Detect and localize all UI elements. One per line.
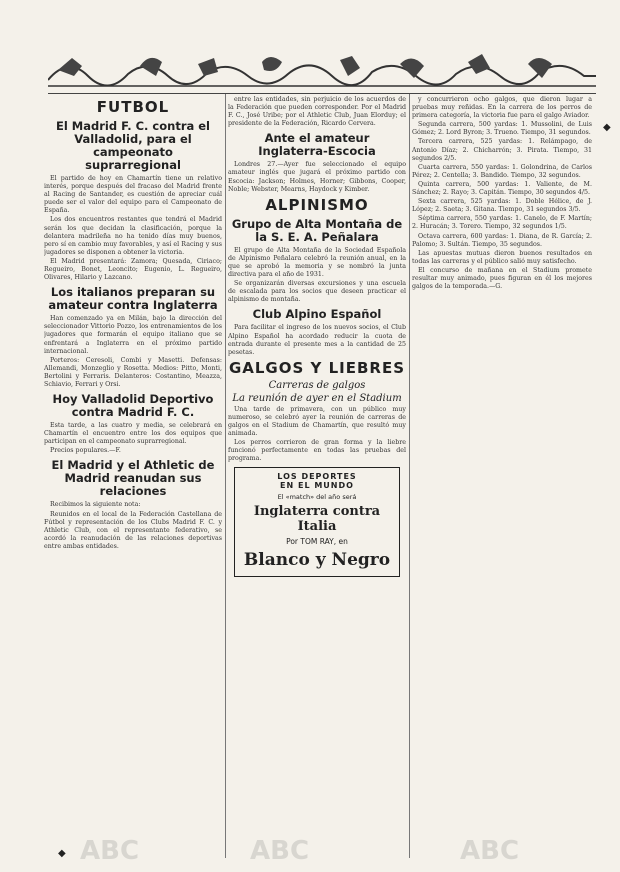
ad-line: El «match» del año será [277, 493, 357, 502]
ad-headline: Inglaterra contra Italia [253, 504, 381, 535]
article-title: Club Alpino Español [252, 307, 382, 322]
article-paragraph: Sexta carrera, 525 yardas: 1. Doble Hélice, de J. López; 2. Saeta; 3. Gitana. Tiempo, 31 segundos 3/5. [412, 198, 592, 214]
article-paragraph: Segunda carrera, 500 yardas: 1. Mussolini, de Luis Gómez; 2. Lord Byron; 3. Trueno. Tiempo, 31 segundos. [412, 121, 592, 137]
article-paragraph: El Madrid presentará: Zamora; Quesada, Ciriaco; Regueiro, Bonet, Leoncito; Eugenio, L. Regueiro, Olivares, Hilario y Lazcano. [44, 257, 222, 282]
article-title: El Madrid y el Athletic de Madrid reanudan sus relaciones [51, 458, 215, 499]
article-paragraph: Los perros corrieron de gran forma y la liebre funcionó perfectamente en todas las pruebas del programa. [228, 439, 406, 463]
article-title: El Madrid F. C. contra el Valladolid, para el campeonato suprarregional [55, 119, 210, 172]
article-paragraph: Se organizarán diversas excursiones y una escuela de escalada para los socios que deseen practicar el alpinismo de montaña. [228, 280, 406, 304]
watermark: ABC [460, 836, 520, 866]
column-2 [228, 96, 406, 862]
article-paragraph: Las apuestas mutuas dieron buenos resultados en todas las carreras y el público salió muy satisfecho. [412, 249, 592, 265]
article-paragraph: Para facilitar el ingreso de los nuevos socios, el Club Alpino Español ha acordado reducir la cuota de entrada durante el presente mes a la cantidad de 25 pesetas. [228, 324, 406, 356]
column-3 [412, 96, 592, 862]
article-title: Hoy Valladolid Deportivo contra Madrid F. C. [52, 392, 214, 420]
article-paragraph: Precios populares.—F. [50, 447, 121, 455]
article-title: Los italianos preparan su amateur contra Inglaterra [48, 285, 218, 313]
article-subtitle: La reunión de ayer en el Stadium [232, 392, 402, 404]
article-paragraph: Reunidos en el local de la Federación Castellana de Fútbol y representación de los Clubs Madrid F. C. y Athletic Club, con el representante federativo, se acordó la reanudación de las relaciones deportivas entre ambas entidades. [44, 510, 222, 550]
ad-line: EN EL MUNDO [280, 481, 354, 491]
article-paragraph: El partido de hoy en Chamartín tiene un relativo interés, porque después del fracaso del Madrid frente al Racing de Santander, es cuestión de apreciar cuál puede ser el valor del equipo para el Campeonato de España. [44, 175, 222, 215]
ad-magazine-name: Blanco y Negro [243, 550, 391, 571]
watermark: ABC [80, 836, 140, 866]
watermark: ABC [250, 836, 310, 866]
ad-line: Por TOM RAY, en [286, 537, 348, 547]
article-title: Ante el amateur Inglaterra-Escocia [258, 131, 376, 159]
column-divider [409, 94, 410, 858]
article-paragraph: Porteros: Ceresoli, Combi y Masetti. Defensas: Allemandi, Monzeglio y Rosetta. Medios: Pitto, Monti, Bertolini y Ferraris. Delanteros: Costantino, Meazza, Schiavio, Ferrari y Orsi. [44, 356, 222, 388]
article-paragraph: Cuarta carrera, 550 yardas: 1. Golondrina, de Carlos Pérez; 2. Centella; 3. Bandido. Tiempo, 32 segundos. [412, 163, 592, 179]
banner-rule [48, 93, 596, 94]
article-title: Carreras de galgos [268, 379, 366, 391]
article-paragraph: Los dos encuentros restantes que tendrá el Madrid serán los que decidan la clasificación, porque la delantera madrileña no ha tenido días muy buenos, pero sí en cambio muy favorables, y así el Racing y sus jugadores se disponen a obtener la victoria. [44, 216, 222, 256]
article-paragraph: Séptima carrera, 550 yardas: 1. Canelo, de F. Martín; 2. Huracán; 3. Torero. Tiempo, 32 segundos 1/5. [412, 215, 592, 231]
margin-mark-icon: ◆ [603, 122, 611, 133]
column-1 [44, 96, 222, 862]
article-paragraph: Una tarde de primavera, con un público muy numeroso, se celebró ayer la reunión de carreras de galgos en el Stadium de Chamartín, que resultó muy animada. [228, 405, 406, 438]
column-divider [225, 94, 226, 858]
article-paragraph: Han comenzado ya en Milán, bajo la dirección del seleccionador Vittorio Pozzo, los entrenamientos de los jugadores que formarán el equipo italiano que se enfrentará a Inglaterra en el próximo partido internacional. [44, 315, 222, 355]
article-title: Grupo de Alta Montaña de la S. E. A. Peñalara [231, 216, 403, 244]
article-paragraph: Esta tarde, a las cuatro y media, se celebrará en Chamartín el encuentro entre los dos equipos que participan en el campeonato suprarregional. [44, 422, 222, 446]
ornamental-sports-banner-icon [48, 46, 596, 90]
advertisement-box [234, 467, 400, 577]
section-title: ALPINISMO [265, 195, 369, 214]
article-paragraph: Octava carrera, 600 yardas: 1. Diana, de R. García; 2. Palomo; 3. Sultán. Tiempo, 35 segundos. [412, 232, 592, 248]
section-title: GALGOS Y LIEBRES [228, 358, 406, 377]
section-title: FUTBOL [96, 98, 170, 116]
article-paragraph: y concurrieron ocho galgos, que dieron lugar a pruebas muy reñidas. En la carrera de los perros de primera categoría, la victoria fue para el galgo Aviador. [412, 96, 592, 120]
ad-line: LOS DEPORTES [277, 472, 357, 482]
article-paragraph: Quinta carrera, 500 yardas: 1. Valiente, de M. Sánchez; 2. Rayo; 3. Capitán. Tiempo, 30 segundos 4/5. [412, 180, 592, 197]
article-paragraph: Tercera carrera, 525 yardas: 1. Relámpago, de Antonio Díaz; 2. Chicharrón; 3. Pirata. Tiempo, 31 segundos 2/5. [412, 138, 592, 162]
margin-mark-icon: ◆ [58, 848, 66, 859]
article-paragraph: Londres 27.—Ayer fue seleccionado el equipo amateur inglés que jugará el próximo partido con Escocia: Jackson; Holmes, Horner; Gibbons, Cooper, Noble; Webster, Mearns, Haydock y Kimber. [228, 161, 406, 193]
article-paragraph: El concurso de mañana en el Stadium promete resultar muy animado, pues figuran en él los mejores galgos de la temporada.—G. [412, 266, 592, 291]
article-paragraph: entre las entidades, sin perjuicio de los acuerdos de la Federación que pueden corresponder. Por el Madrid F. C., José Uribe; por el Athletic Club, Juan Elorduy; el presidente de la Federación, Ricardo Cervera. [228, 96, 406, 128]
article-paragraph: El grupo de Alta Montaña de la Sociedad Española de Alpinismo Peñalara celebró la reunión anual, en la que se aprobó la memoria y se nombró la junta directiva para el año de 1931. [228, 246, 406, 279]
article-paragraph: Recibimos la siguiente nota: [50, 501, 141, 509]
